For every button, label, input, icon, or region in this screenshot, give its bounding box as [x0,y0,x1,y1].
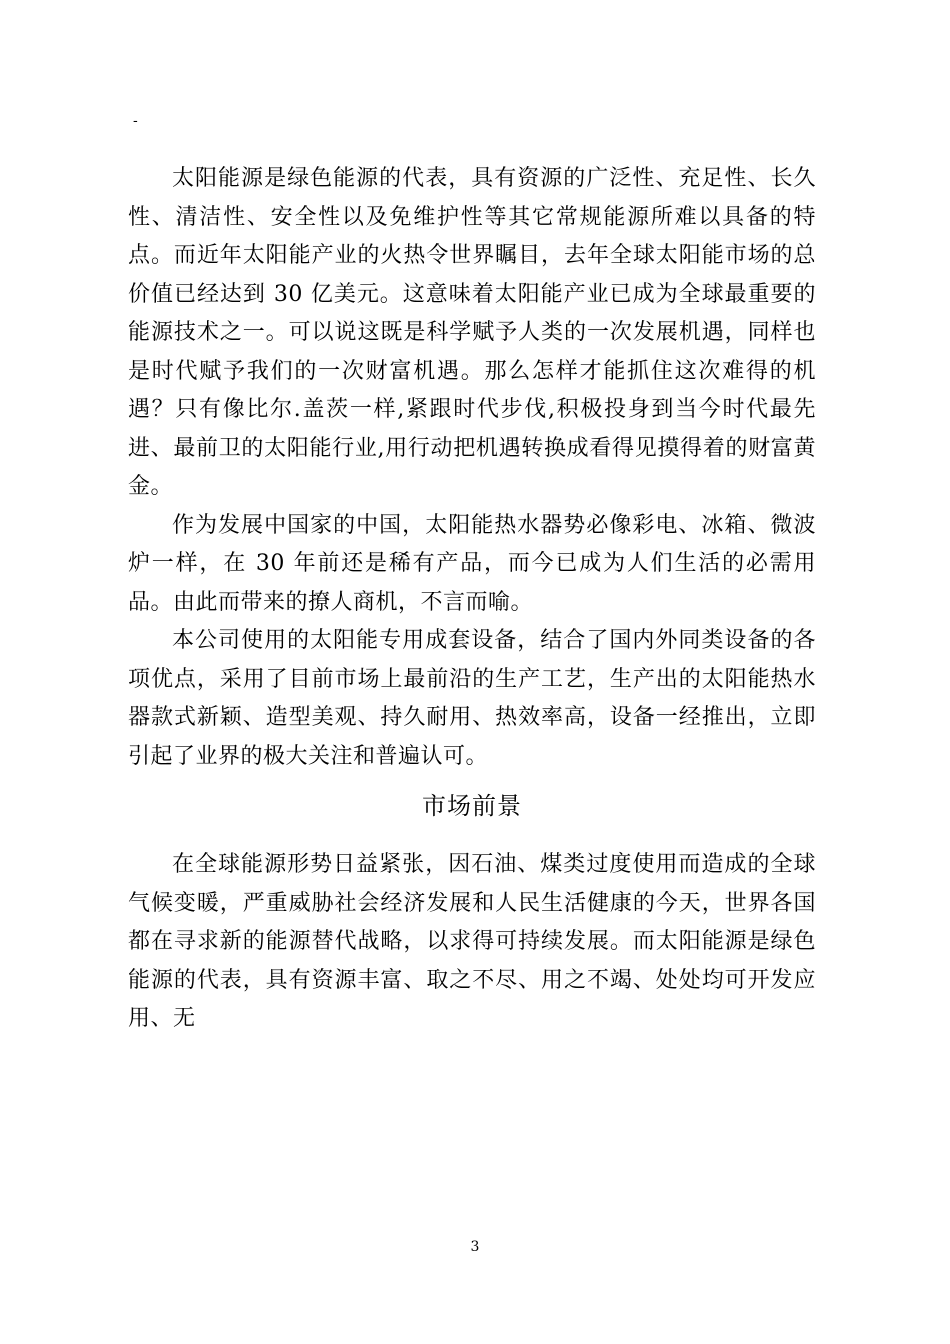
section-title-market-outlook: 市场前景 [422,792,522,820]
paragraph-market-outlook: 在全球能源形势日益紧张，因石油、煤类过度使用而造成的全球气候变暖，严重威胁社会经济发展和人民生活健康的今天，世界各国都在寻求新的能源替代战略，以求得可持续发展。而太阳能源是绿色能源的代表，具有资源丰富、取之不尽、用之不竭、处处均可开发应用、无 [128,852,816,1031]
page-number: 3 [470,1239,480,1255]
header-mark: - [133,113,138,129]
paragraph-china-market: 作为发展中国家的中国，太阳能热水器势必像彩电、冰箱、微波炉一样，在 30 年前还是稀有产品，而今已成为人们生活的必需用品。由此而带来的撩人商机，不言而喻。 [128,512,816,615]
paragraph-company-equipment: 本公司使用的太阳能专用成套设备，结合了国内外同类设备的各项优点，采用了目前市场上最前沿的生产工艺，生产出的太阳能热水器款式新颖、造型美观、持久耐用、热效率高，设备一经推出，立即引起了业界的极大关注和普遍认可。 [128,628,816,769]
paragraph-solar-intro: 太阳能源是绿色能源的代表，具有资源的广泛性、充足性、长久性、清洁性、安全性以及免维护性等其它常规能源所难以具备的特点。而近年太阳能产业的火热令世界瞩目，去年全球太阳能市场的总价值已经达到 30 亿美元。这意味着太阳能产业已成为全球最重要的能源技术之一。可以说这既是科学赋予人类的一次发展机遇，同样也是时代赋予我们的一次财富机遇。那么怎样才能抓住这次难得的机遇？只有像比尔.盖茨一样,紧跟时代步伐,积极投身到当今时代最先进、最前卫的太阳能行业,用行动把机遇转换成看得见摸得着的财富黄金。 [128,166,816,499]
document-body [128,160,816,1039]
